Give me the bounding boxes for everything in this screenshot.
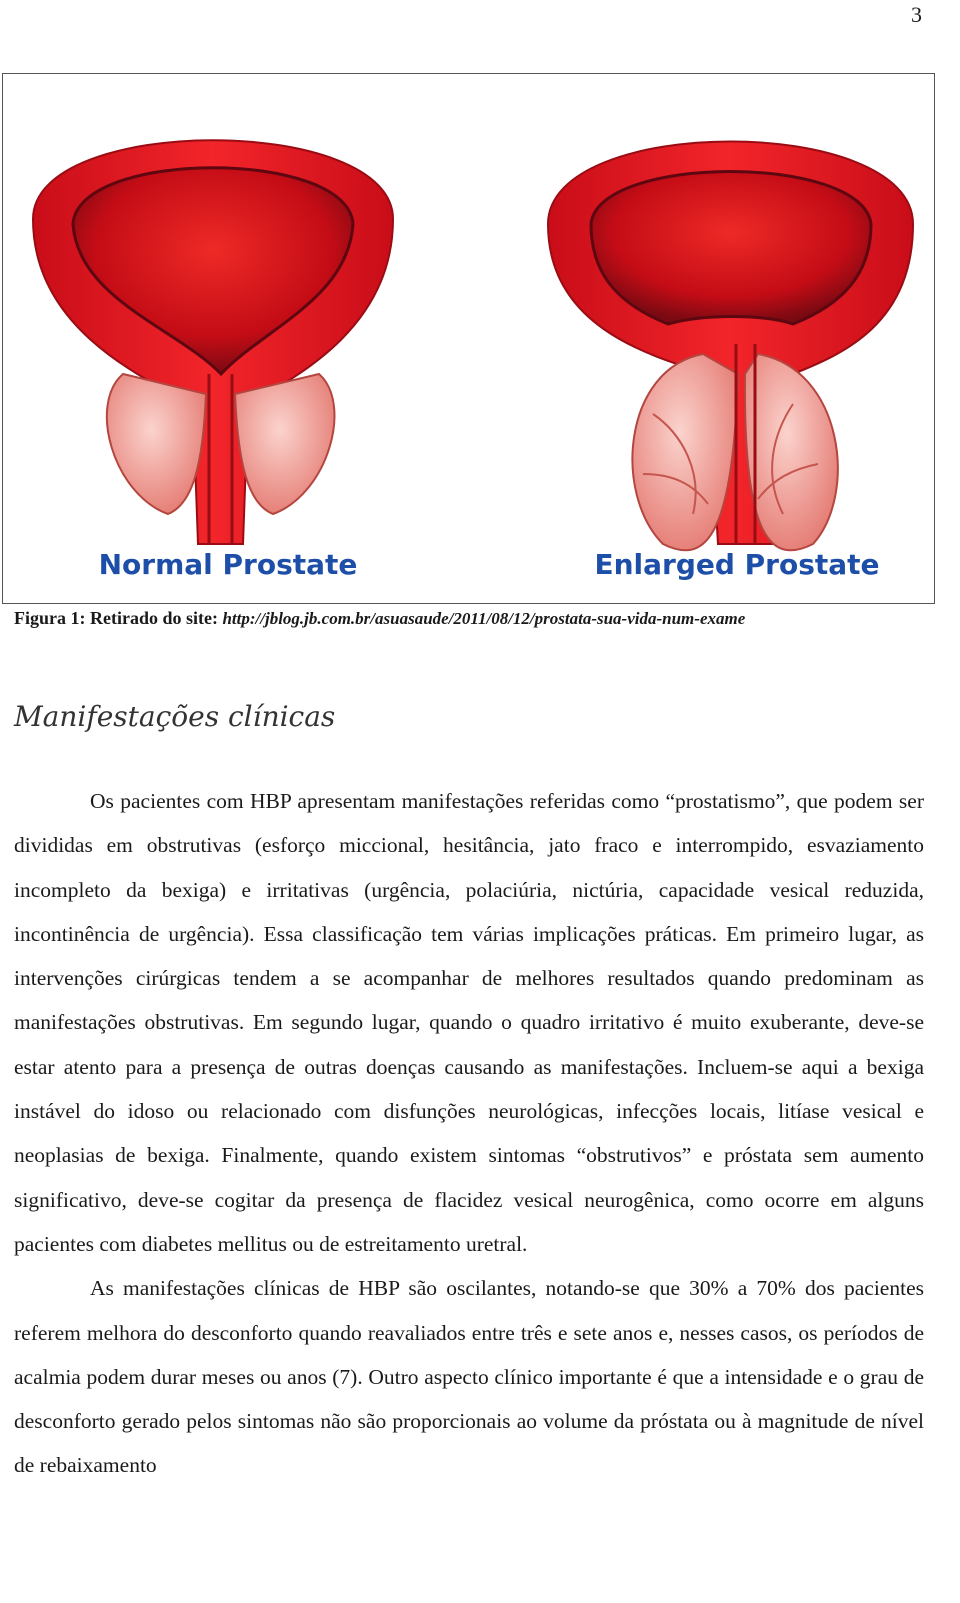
figure-caption (14, 608, 745, 629)
caption-url: http://jblog.jb.com.br/asuasaude/2011/08/12/prostata-sua-vida-num-exame (222, 609, 746, 628)
normal-prostate-illustration (33, 140, 393, 544)
body-text (14, 779, 924, 1488)
figure-image (2, 73, 935, 604)
paragraph-1: Os pacientes com HBP apresentam manifestações referidas como “prostatismo”, que podem ser divididas em obstrutivas (esforço miccional, hesitância, jato fraco e interrompido, esvaziamento incompleto da bexiga) e irritativas (urgência, polaciúria, nictúria, capacidade vesical reduzida, incontinência de urgência). Essa classificação tem várias implicações práticas. Em primeiro lugar, as intervenções cirúrgicas tendem a se acompanhar de melhores resultados quando predominam as manifestações obstrutivas. Em segundo lugar, quando o quadro irritativo é muito exuberante, deve-se estar atento para a presença de outras doenças causando as manifestações. Incluem-se aqui a bexiga instável do idoso ou relacionado com disfunções neurológicas, infecções locais, litíase vesical e neoplasias de bexiga. Finalmente, quando existem sintomas “obstrutivos” e próstata sem aumento significativo, deve-se cogitar da presença de flacidez vesical neurogênica, como ocorre em alguns pacientes com diabetes mellitus ou de estreitamento uretral. (14, 789, 924, 1256)
enlarged-prostate-illustration (548, 142, 913, 551)
section-heading: Manifestações clínicas (14, 700, 336, 733)
enlarged-prostate-label: Enlarged Prostate (594, 548, 880, 581)
paragraph-2: As manifestações clínicas de HBP são oscilantes, notando-se que 30% a 70% dos pacientes referem melhora do desconforto quando reavaliados entre três e sete anos e, nesses casos, os períodos de acalmia podem durar meses ou anos (7). Outro aspecto clínico importante é que a intensidade e o grau de desconforto gerado pelos sintomas não são proporcionais ao volume da próstata ou à magnitude de nível de rebaixamento (14, 1276, 924, 1478)
normal-prostate-label: Normal Prostate (98, 548, 358, 581)
caption-label: Figura 1: Retirado do site: (14, 608, 223, 628)
page-number: 3 (911, 2, 922, 27)
prostate-diagram (3, 74, 934, 603)
